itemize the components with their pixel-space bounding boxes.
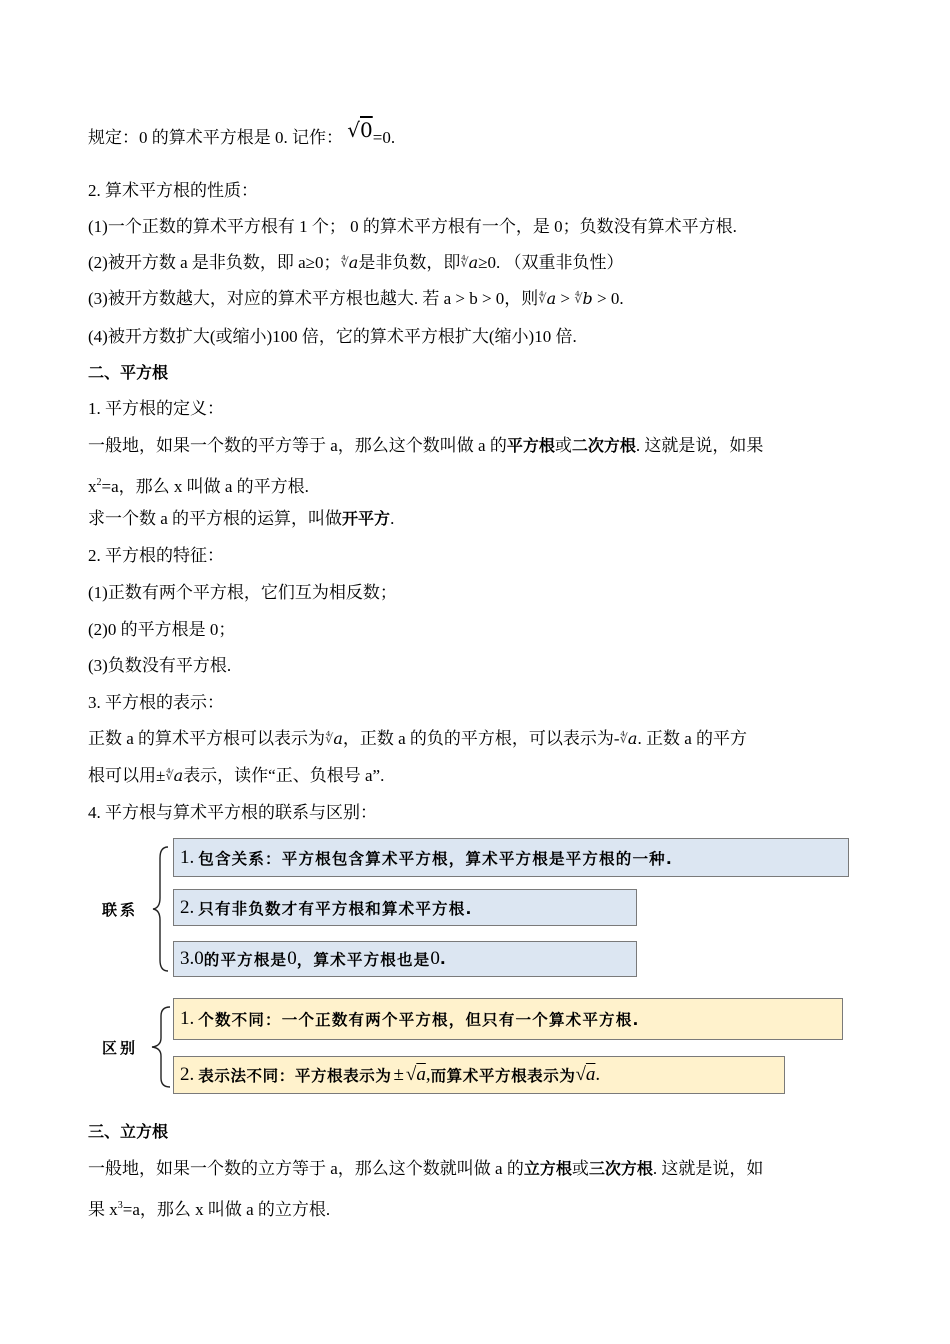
arith-properties-title: 2. 算术平方根的性质： (88, 181, 258, 200)
plus-minus: ± (393, 1064, 404, 1085)
radicand: a (627, 729, 638, 748)
comma: , (425, 1064, 431, 1085)
definition-title: 1. 平方根的定义： (88, 399, 224, 418)
text: 是非负数，即 (358, 253, 461, 272)
text: . 这就是说，如 (652, 1159, 764, 1178)
rule-zero-text: 规定：0 的算术平方根是 0. 记作： (88, 128, 343, 147)
radicand: a (416, 1064, 426, 1085)
term-third-root: 三次方根 (588, 1159, 653, 1178)
connection-item-3 (173, 941, 637, 977)
cube-root-line-1 (88, 1159, 763, 1179)
property-item-4: (4)被开方数扩大(或缩小)100 倍，它的算术平方根扩大(缩小)10 倍. (88, 327, 577, 346)
text: > (556, 289, 575, 308)
feature-title: 2. 平方根的特征： (88, 546, 224, 565)
difference-label: 区别 (102, 1039, 139, 1057)
item-number: 3. (180, 948, 195, 969)
text: =a，那么 x 叫做 a 的平方根. (101, 477, 309, 496)
item-text: 个数不同：一个正数有两个平方根，但只有一个算术平方根. (198, 1011, 640, 1029)
exponent: 2 (96, 477, 102, 488)
zero: 0 (430, 948, 440, 969)
sqrt-icon: √ (405, 1064, 417, 1085)
text: =a，那么 x 叫做 a 的立方根. (122, 1200, 331, 1219)
text: ≥0. （双重非负性） (478, 253, 624, 272)
difference-item-2 (173, 1056, 785, 1094)
sqrt-icon: √ (575, 1064, 586, 1085)
radical-icon: ∜ (619, 731, 628, 746)
radical-icon: ∜ (165, 768, 174, 783)
period: . (595, 1064, 601, 1085)
connection-item-2 (173, 889, 637, 926)
notation-line-1 (88, 729, 747, 749)
item-text: 包含关系：平方根包含算术平方根，算术平方根是平方根的一种. (198, 849, 673, 868)
definition-line-2 (88, 473, 309, 497)
radical-icon: ∜ (574, 291, 583, 306)
connection-label: 联系 (102, 901, 139, 919)
connection-brace-icon (152, 846, 172, 972)
radicand: a (546, 289, 557, 308)
sqrt-radicand: 0 (360, 118, 373, 142)
section-three-heading: 三、立方根 (88, 1122, 169, 1141)
relation-title: 4. 平方根与算术平方根的联系与区别： (88, 803, 377, 822)
text: 一般地，如果一个数的平方等于 a，那么这个数叫做 a 的 (88, 436, 507, 455)
item-number: 1. (180, 846, 195, 868)
feature-item-2: (2)0 的平方根是 0； (88, 620, 236, 639)
text: > 0. (592, 289, 624, 308)
item-text: 而算术平方根表示为 (430, 1067, 576, 1085)
radicand: a (348, 253, 359, 272)
text: 根可以用± (88, 766, 166, 785)
radicand: a (468, 253, 479, 272)
text: 表示，读作“正、负根号 a”. (183, 766, 385, 785)
rule-zero-result: =0. (372, 128, 396, 147)
zero: 0 (194, 948, 204, 969)
property-item-1: (1)一个正数的算术平方根有 1 个； 0 的算术平方根有一个，是 0；负数没有算术平方根. (88, 217, 737, 236)
text: . (390, 509, 395, 528)
radical-icon: ∜ (460, 255, 469, 270)
item-number: 2. (180, 896, 195, 918)
sqrt-zero-formula: √0 (347, 118, 373, 142)
radicand: a (333, 729, 343, 748)
item-text: 的平方根是 (203, 951, 288, 969)
notation-title: 3. 平方根的表示： (88, 693, 224, 712)
var-x: x (109, 1200, 118, 1219)
item-text: 表示法不同：平方根表示为 (198, 1067, 392, 1085)
property-item-2 (88, 253, 624, 273)
item-text: ，算术平方根也是 (296, 951, 431, 969)
radical-icon: ∜ (340, 255, 349, 270)
difference-brace-icon (150, 1006, 172, 1088)
radical-icon: ∜ (538, 291, 547, 306)
text: 或 (554, 436, 572, 455)
text: ，正数 a 的负的平方根，可以表示为- (342, 729, 620, 748)
rule-zero-line (88, 118, 396, 148)
text: 果 (88, 1200, 110, 1219)
item-number: 2. (180, 1064, 195, 1085)
term-square-root: 平方根 (506, 436, 555, 455)
text: (3)被开方数越大，对应的算术平方根也越大. 若 a > b > 0，则 (88, 289, 539, 308)
definition-line-1 (88, 436, 763, 456)
radicand: a (173, 766, 184, 785)
item-number: 1. (180, 1008, 195, 1029)
text: . 这就是说，如果 (635, 436, 764, 455)
text: (2)被开方数 a 是非负数，即 a≥0； (88, 253, 341, 272)
item-text: 只有非负数才有平方根和算术平方根. (198, 899, 473, 918)
definition-line-3 (88, 509, 394, 529)
term-cube-root: 立方根 (523, 1159, 572, 1178)
var-x: x (88, 477, 97, 496)
term-second-root: 二次方根 (571, 436, 636, 455)
text: 或 (571, 1159, 589, 1178)
section-two-heading: 二、平方根 (88, 363, 169, 382)
connection-item-1 (173, 838, 849, 877)
text: 正数 a 的算术平方根可以表示为 (88, 729, 326, 748)
property-item-3 (88, 289, 624, 309)
text: 一般地，如果一个数的立方等于 a，那么这个数就叫做 a 的 (88, 1159, 524, 1178)
radical-icon: ∜ (325, 731, 334, 746)
exponent: 3 (117, 1200, 123, 1211)
text: . 正数 a 的平方 (637, 729, 747, 748)
term-extract-root: 开平方 (342, 509, 391, 528)
cube-root-line-2 (88, 1196, 330, 1220)
radicand: a (585, 1064, 596, 1085)
feature-item-3: (3)负数没有平方根. (88, 656, 232, 675)
radicand: b (582, 289, 593, 308)
difference-item-1 (173, 998, 843, 1040)
notation-line-2 (88, 766, 384, 786)
feature-item-1: (1)正数有两个平方根，它们互为相反数； (88, 583, 397, 602)
zero: 0 (287, 948, 297, 969)
text: 求一个数 a 的平方根的运算，叫做 (88, 509, 343, 528)
item-text: . (439, 950, 447, 968)
